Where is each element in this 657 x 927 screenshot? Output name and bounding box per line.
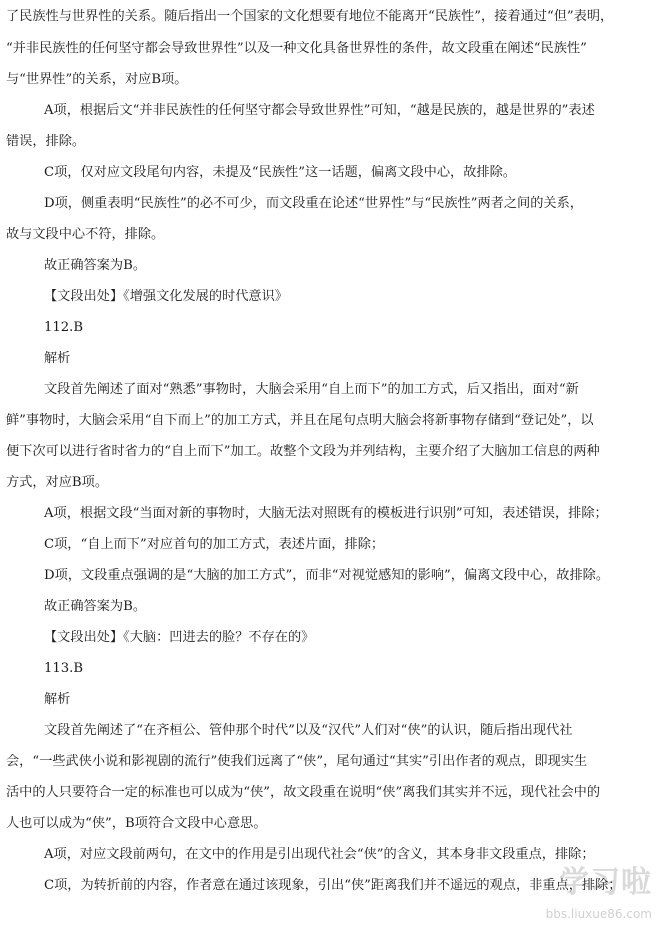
text-line: 错误，排除。 bbox=[6, 134, 86, 149]
text-line: 与“世界性”的关系，对应B项。 bbox=[6, 72, 188, 87]
text-line: 故与文段中心不符，排除。 bbox=[6, 227, 165, 242]
question-number: 112.B bbox=[44, 320, 84, 335]
text-line: 了民族性与世界性的关系。随后指出一个国家的文化想要有地位不能离开“民族性”，接着通过“但”表明， bbox=[6, 9, 614, 24]
source-line: 【文段出处】《增强文化发展的时代意识》 bbox=[44, 289, 288, 304]
analysis-heading: 解析 bbox=[44, 692, 71, 707]
text-line: 活中的人只要符合一定的标准也可以成为“侠”，故文段重在说明“侠”离我们其实并不远，现代社会中的 bbox=[6, 785, 601, 800]
text-line: 故正确答案为B。 bbox=[44, 258, 147, 273]
text-line: 会，“一些武侠小说和影视剧的流行”使我们远离了“侠”，尾句通过“其实”引出作者的观点，即现实生 bbox=[6, 754, 588, 769]
text-line: C项，为转折前的内容，作者意在通过该现象，引出“侠”距离我们并不遥远的观点，非重点，排除； bbox=[44, 878, 622, 893]
text-line: 故正确答案为B。 bbox=[44, 599, 147, 614]
watermark-url: bbs.liuxue86.com bbox=[545, 907, 652, 921]
watermark bbox=[496, 855, 654, 925]
text-line: “并非民族性的任何坚守都会导致世界性”以及一种文化具备世界性的条件，故文段重在阐述“民族性” bbox=[6, 41, 587, 56]
text-line: 文段首先阐述了“在齐桓公、管仲那个时代”以及“汉代”人们对“侠”的认识，随后指出现代社 bbox=[44, 723, 573, 738]
watermark-title: 学习啦 bbox=[559, 865, 652, 900]
text-line: D项，侧重表明“民族性”的必不可少，而文段重在论述“世界性”与“民族性”两者之间的关系， bbox=[44, 196, 583, 211]
text-line: C项，“自上而下”对应首句的加工方式，表述片面，排除； bbox=[44, 537, 385, 552]
text-line: 文段首先阐述了面对“熟悉”事物时，大脑会采用“自上而下”的加工方式，后又指出，面对“新 bbox=[44, 382, 579, 397]
text-line: A项，对应文段前两句，在文中的作用是引出现代社会“侠”的含义，其本身非文段重点，排除； bbox=[44, 847, 595, 862]
text-line: A项，根据文段“当面对新的事物时，大脑无法对照既有的模板进行识别”可知，表述错误，排除； bbox=[44, 506, 608, 521]
analysis-heading: 解析 bbox=[44, 351, 71, 366]
text-line: 鲜”事物时，大脑会采用“自下而上”的加工方式，并且在尾句点明大脑会将新事物存储到“登记处”，以 bbox=[6, 413, 594, 428]
text-line: A项，根据后文“并非民族性的任何坚守都会导致世界性”可知，“越是民族的，越是世界的”表述 bbox=[44, 103, 595, 118]
text-line: 方式，对应B项。 bbox=[6, 475, 109, 490]
text-line: 便下次可以进行省时省力的“自上而下”加工。故整个文段为并列结构，主要介绍了大脑加工信息的两种 bbox=[6, 444, 600, 459]
text-line: D项，文段重点强调的是“大脑的加工方式”，而非“对视觉感知的影响”，偏离文段中心，故排除。 bbox=[44, 568, 610, 583]
text-line: C项，仅对应文段尾句内容，未提及“民族性”这一话题，偏离文段中心，故排除。 bbox=[44, 165, 516, 180]
source-line: 【文段出处】《大脑：凹进去的脸？不存在的》 bbox=[44, 630, 315, 645]
text-line: 人也可以成为“侠”，B项符合文段中心意思。 bbox=[6, 816, 267, 831]
question-number: 113.B bbox=[44, 661, 84, 676]
